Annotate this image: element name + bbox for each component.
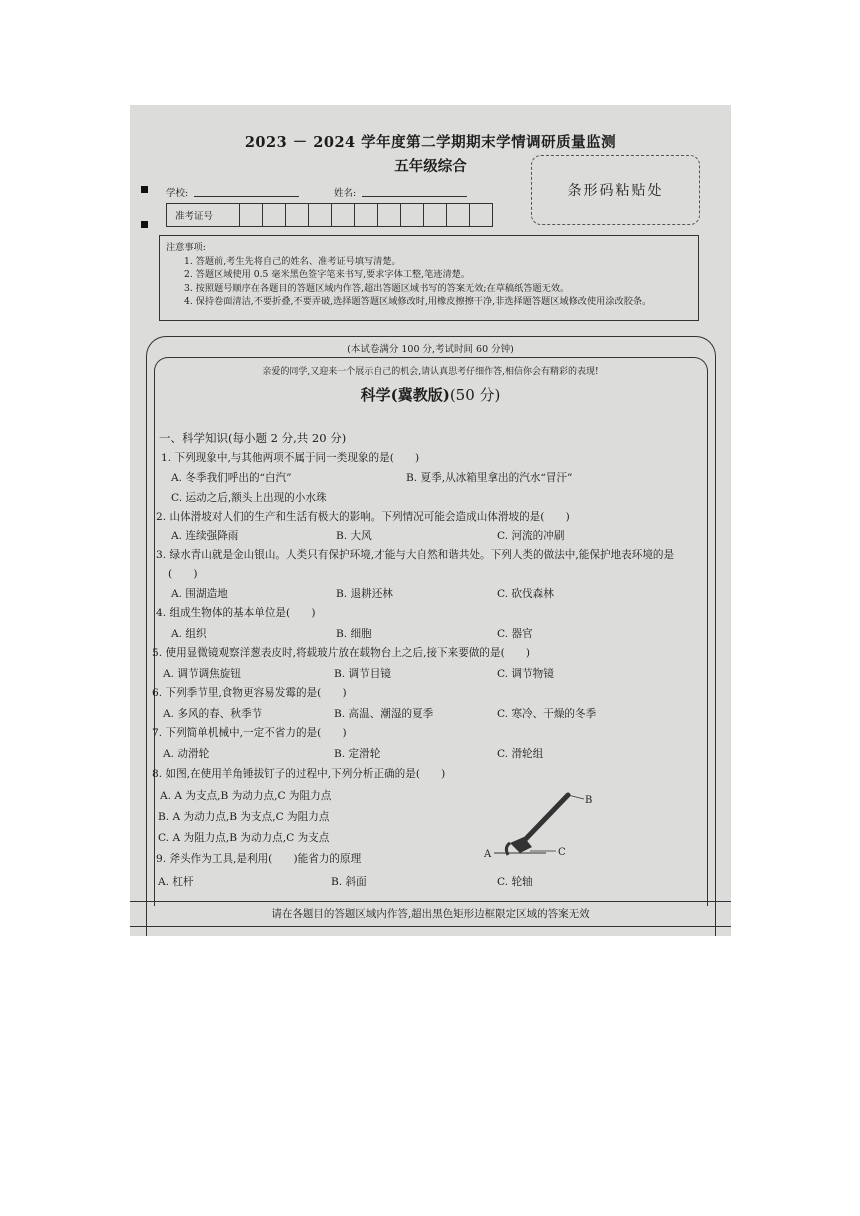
digit-cell[interactable]: [286, 204, 309, 226]
option-b: B. 夏季,从冰箱里拿出的汽水“冒汗”: [406, 472, 573, 484]
subject-score: (50 分): [449, 386, 501, 404]
digit-cell[interactable]: [470, 204, 492, 226]
exam-subtitle: 五年级综合: [394, 158, 467, 175]
pointer-b: [568, 795, 584, 799]
barcode-area: 条形码粘贴处: [531, 155, 700, 225]
option-a: A. 连续强降雨: [171, 530, 239, 542]
option-b: B. 定滑轮: [334, 748, 381, 760]
option-a: A. 调节调焦旋钮: [163, 668, 241, 680]
question-stem: 9. 斧头作为工具,是利用( )能省力的原理: [156, 853, 362, 865]
subject-title: [130, 384, 731, 405]
option-c: C. 器官: [497, 628, 533, 640]
digit-cell[interactable]: [355, 204, 378, 226]
option-b: B. 细胞: [336, 628, 372, 640]
option-b: B. 斜面: [331, 876, 367, 888]
question-stem: 4. 组成生物体的基本单位是( ): [156, 607, 316, 619]
digit-cell[interactable]: [240, 204, 263, 226]
figure-label-b: B: [585, 795, 593, 806]
option-a: A. 动滑轮: [163, 748, 210, 760]
notes-box: [159, 235, 699, 321]
option-a: A. A 为支点,B 为动力点,C 为阻力点: [160, 790, 332, 802]
exam-title: 2023 － 2024 学年度第二学期期末学情调研质量监测: [244, 134, 617, 151]
option-b: B. 退耕还林: [336, 588, 393, 600]
option-a: A. 围湖造地: [171, 588, 228, 600]
digit-cell[interactable]: [309, 204, 332, 226]
option-c: C. A 为阻力点,B 为动力点,C 为支点: [158, 832, 330, 844]
note-item: 2. 答题区域使用 0.5 毫米黑色签字笔来书写,要求字体工整,笔迹清楚。: [184, 269, 471, 281]
question-stem-cont: ( ): [168, 568, 198, 580]
greeting-text: 亲爱的同学,又迎来一个展示自己的机会,请认真思考仔细作答,相信你会有精彩的表现!: [262, 367, 599, 377]
digit-cell[interactable]: [447, 204, 470, 226]
digit-cell[interactable]: [263, 204, 286, 226]
exam-number-grid[interactable]: [166, 203, 493, 227]
school-label: 学校:: [166, 188, 189, 199]
question-stem: 1. 下列现象中,与其他两项不属于同一类现象的是( ): [161, 452, 420, 464]
option-c: C. 轮轴: [497, 876, 533, 888]
option-c: C. 寒冷、干燥的冬季: [497, 708, 597, 720]
digit-cell[interactable]: [378, 204, 401, 226]
question-stem: 3. 绿水青山就是金山银山。人类只有保护环境,才能与大自然和谐共处。下列人类的做法中,能保护地表环境的是: [156, 549, 675, 561]
option-a: A. 组织: [171, 628, 207, 640]
option-b: B. 高温、潮湿的夏季: [334, 708, 434, 720]
note-item: 1. 答题前,考生先将自己的姓名、准考证号填写清楚。: [184, 255, 401, 267]
note-item: 4. 保持卷面清洁,不要折叠,不要弄破,选择题答题区域修改时,用橡皮擦擦干净,非选择题答题区域修改使用涂改胶条。: [184, 296, 652, 308]
option-c: C. 滑轮组: [497, 748, 544, 760]
option-a: A. 冬季我们呼出的“白汽”: [171, 472, 292, 484]
option-a: A. 多风的春、秋季节: [163, 708, 263, 720]
option-c: C. 调节物镜: [497, 668, 554, 680]
option-c: C. 砍伐森林: [497, 588, 554, 600]
digit-cell[interactable]: [424, 204, 447, 226]
digit-cell[interactable]: [401, 204, 424, 226]
section-title: 一、科学知识(每小题 2 分,共 20 分): [159, 431, 347, 445]
question-stem: 7. 下列简单机械中,一定不省力的是( ): [152, 727, 347, 739]
figure-label-a: A: [484, 849, 492, 860]
claw-hammer-figure: [480, 785, 600, 865]
school-field[interactable]: [194, 196, 299, 197]
exam-number-label: 准考证号: [167, 204, 240, 226]
option-c: C. 运动之后,额头上出现的小水珠: [171, 492, 327, 504]
footer-notice: 请在各题目的答题区域内作答,超出黑色矩形边框限定区域的答案无效: [130, 901, 731, 927]
option-b: B. A 为动力点,B 为支点,C 为阻力点: [158, 811, 330, 823]
alignment-marker-icon: [141, 186, 148, 193]
option-b: B. 大风: [336, 530, 372, 542]
option-a: A. 杠杆: [158, 876, 194, 888]
question-stem: 5. 使用显微镜观察洋葱表皮时,将载玻片放在载物台上之后,接下来要做的是( ): [152, 647, 531, 659]
question-stem: 6. 下列季节里,食物更容易发霉的是( ): [152, 687, 347, 699]
option-c: C. 河流的冲刷: [497, 530, 565, 542]
exam-sheet: [130, 105, 731, 936]
digit-cell[interactable]: [332, 204, 355, 226]
name-label: 姓名:: [334, 188, 357, 199]
figure-label-c: C: [558, 847, 566, 858]
name-field[interactable]: [362, 196, 467, 197]
option-b: B. 调节目镜: [334, 668, 391, 680]
note-item: 3. 按照题号顺序在各题目的答题区域内作答,超出答题区域书写的答案无效;在草稿纸答题无效。: [184, 282, 570, 294]
exam-info: (本试卷满分 100 分,考试时间 60 分钟): [347, 344, 514, 355]
notes-heading: 注意事项:: [166, 242, 206, 253]
alignment-marker-icon: [141, 221, 148, 228]
question-stem: 8. 如图,在使用羊角锤拔钉子的过程中,下列分析正确的是( ): [152, 768, 446, 780]
question-stem: 2. 山体滑坡对人们的生产和生活有极大的影响。下列情况可能会造成山体滑坡的是( ): [156, 511, 570, 523]
subject-name: 科学(冀教版): [360, 386, 450, 404]
